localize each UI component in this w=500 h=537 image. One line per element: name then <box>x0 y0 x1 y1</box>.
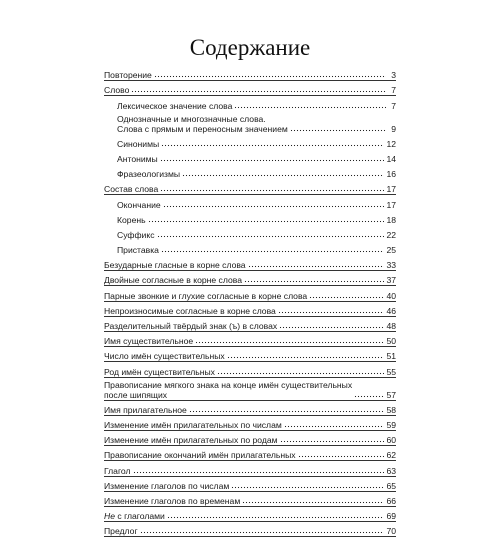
toc-subentry <box>104 241 396 256</box>
toc-entry-title-text: Предлог <box>104 526 138 537</box>
toc-page-number: 16 <box>386 169 396 180</box>
page-title: Содержание <box>189 35 311 60</box>
toc-entry-title-text: с глаголами <box>115 511 165 522</box>
toc-entry-title <box>104 139 159 150</box>
toc-entry <box>104 431 396 446</box>
toc-entry <box>104 180 396 195</box>
toc-page-number: 46 <box>386 305 396 316</box>
dot-leader <box>154 75 386 78</box>
toc-entry <box>104 81 396 96</box>
toc-entry <box>104 66 396 81</box>
dot-leader <box>298 455 385 458</box>
toc-entry-title-line: после шипящих <box>104 389 168 400</box>
dot-leader <box>354 395 384 398</box>
toc-entry-title <box>104 200 161 211</box>
toc-entry <box>104 378 396 401</box>
dot-leader <box>148 220 385 223</box>
toc-entry <box>104 446 396 461</box>
toc-page-number: 59 <box>386 419 396 430</box>
toc-entry <box>104 332 396 347</box>
toc-subentry <box>104 135 396 150</box>
toc-entry-title <box>104 380 352 401</box>
toc-page-number: 48 <box>386 321 396 331</box>
dot-leader <box>157 235 385 238</box>
toc-page-number: 57 <box>386 389 396 400</box>
toc-page-number: 3 <box>391 70 396 81</box>
toc-page-number: 37 <box>386 275 396 286</box>
toc-entry <box>104 507 396 522</box>
dot-leader <box>189 410 385 413</box>
dot-leader <box>160 189 384 192</box>
toc-entry-title <box>104 154 158 165</box>
dot-leader <box>163 205 385 208</box>
toc-entry-title-text: Состав слова <box>104 184 159 195</box>
toc-entry <box>104 317 396 332</box>
toc-entry <box>104 302 396 317</box>
dot-leader <box>160 159 385 162</box>
dot-leader <box>234 106 386 109</box>
toc-entry <box>104 401 396 416</box>
dot-leader <box>161 250 384 253</box>
toc-entry-title-text: Изменение имён прилагательных по числам <box>104 419 282 430</box>
toc-page-number: 63 <box>386 465 396 476</box>
toc-entry <box>104 347 396 362</box>
dot-leader <box>278 311 385 314</box>
toc-entry <box>104 256 396 271</box>
dot-leader <box>133 471 385 474</box>
toc-page-number: 50 <box>386 336 396 347</box>
toc-entry-title-text: Фразеологизмы <box>117 169 181 180</box>
toc-subentry <box>104 165 396 180</box>
dot-leader <box>280 440 385 443</box>
dot-leader <box>167 516 385 519</box>
toc-page-number: 62 <box>386 450 396 461</box>
toc-entry-title-text: Синонимы <box>117 138 160 149</box>
toc-entry-title-line: Слова с прямым и переносным значением <box>117 123 288 134</box>
toc-entry-title <box>104 101 232 112</box>
toc-page-number: 17 <box>386 199 396 210</box>
toc-page-number: 18 <box>386 214 396 225</box>
dot-leader <box>309 296 384 299</box>
toc-subentry <box>104 112 396 135</box>
toc-entry-title-text: Окончание <box>117 199 161 210</box>
toc-entry-title-line: Правописание мягкого знака на конце имён существительных <box>104 379 353 390</box>
toc-entry-title-text: Корень <box>117 214 146 225</box>
toc-entry-title-line: Однозначные и многозначные слова. <box>117 113 266 124</box>
toc-page-number: 60 <box>386 435 396 446</box>
toc-page-number: 33 <box>386 260 396 271</box>
toc-page-number: 51 <box>386 351 396 362</box>
toc-page-number: 14 <box>386 153 396 164</box>
toc-page-number: 17 <box>386 184 396 195</box>
toc-entry-title <box>104 215 146 226</box>
toc-entry-title-text: Изменение глаголов по временам <box>104 495 241 506</box>
dot-leader <box>182 174 384 177</box>
table-of-contents <box>104 66 396 537</box>
toc-entry-title-text: Двойные согласные в корне слова <box>104 275 242 286</box>
dot-leader <box>284 425 385 428</box>
toc-page-number: 40 <box>386 290 396 301</box>
toc-entry <box>104 416 396 431</box>
toc-entry-title-emphasis: Не <box>104 511 115 522</box>
toc-entry-title <box>104 230 155 241</box>
toc-entry-title-text: Слово <box>104 85 130 96</box>
toc-page-number: 22 <box>386 229 396 240</box>
toc-entry-title-text: Приставка <box>117 245 159 256</box>
toc-entry-title-text: Глагол <box>104 465 131 476</box>
toc-entry-title-text: Изменение имён прилагательных по родам <box>104 435 278 446</box>
dot-leader <box>140 531 385 534</box>
toc-entry-title-text: Суффикс <box>117 229 155 240</box>
toc-page-number: 69 <box>386 511 396 522</box>
toc-page-number: 7 <box>391 100 396 111</box>
toc-entry-title-text: Имя существительное <box>104 336 194 347</box>
toc-page-number: 12 <box>386 138 396 149</box>
toc-entry <box>104 477 396 492</box>
toc-entry-title-text: Изменение глаголов по числам <box>104 480 230 491</box>
toc-subentry <box>104 96 396 111</box>
toc-page-number: 55 <box>386 366 396 377</box>
dot-leader <box>231 486 384 489</box>
toc-subentry <box>104 226 396 241</box>
toc-entry-title-text: Безударные гласные в корне слова <box>104 260 246 271</box>
toc-entry-title <box>104 114 288 135</box>
toc-entry <box>104 492 396 507</box>
toc-subentry <box>104 211 396 226</box>
toc-page-number: 65 <box>386 480 396 491</box>
toc-entry <box>104 522 396 537</box>
toc-page-number: 66 <box>386 495 396 506</box>
dot-leader <box>244 280 384 283</box>
dot-leader <box>161 144 384 147</box>
toc-page-number: 9 <box>391 123 396 134</box>
toc-entry-title-text: Антонимы <box>117 153 158 164</box>
toc-entry-title-text: Число имён существительных <box>104 351 225 362</box>
toc-entry-title <box>104 169 180 180</box>
toc-entry-title-text: Разделительный твёрдый знак (ъ) в словах <box>104 321 278 331</box>
dot-leader <box>227 356 385 359</box>
toc-page-number: 25 <box>386 245 396 256</box>
toc-entry-title-text: Непроизносимые согласные в корне слова <box>104 305 276 316</box>
dot-leader <box>279 326 384 329</box>
dot-leader <box>131 90 386 93</box>
toc-entry <box>104 461 396 476</box>
toc-subentry <box>104 195 396 210</box>
toc-entry-title-text: Лексическое значение слова <box>117 100 233 111</box>
toc-entry <box>104 362 396 377</box>
toc-entry-title-text: Имя прилагательное <box>104 404 187 415</box>
toc-entry-title-text: Парные звонкие и глухие согласные в корне слова <box>104 290 308 301</box>
toc-page-number: 70 <box>386 526 396 537</box>
dot-leader <box>195 341 384 344</box>
toc-entry-title-text: Правописание окончаний имён прилагательных <box>104 450 296 461</box>
dot-leader <box>217 372 384 375</box>
toc-page-number: 58 <box>386 404 396 415</box>
toc-entry-title-text: Повторение <box>104 70 152 81</box>
toc-subentry <box>104 150 396 165</box>
toc-entry <box>104 286 396 301</box>
dot-leader <box>248 265 385 268</box>
toc-entry <box>104 271 396 286</box>
dot-leader <box>290 129 386 132</box>
toc-page-number: 7 <box>391 85 396 96</box>
toc-entry-title <box>104 245 159 256</box>
toc-entry-title-text: Род имён существительных <box>104 366 215 377</box>
dot-leader <box>242 501 384 504</box>
